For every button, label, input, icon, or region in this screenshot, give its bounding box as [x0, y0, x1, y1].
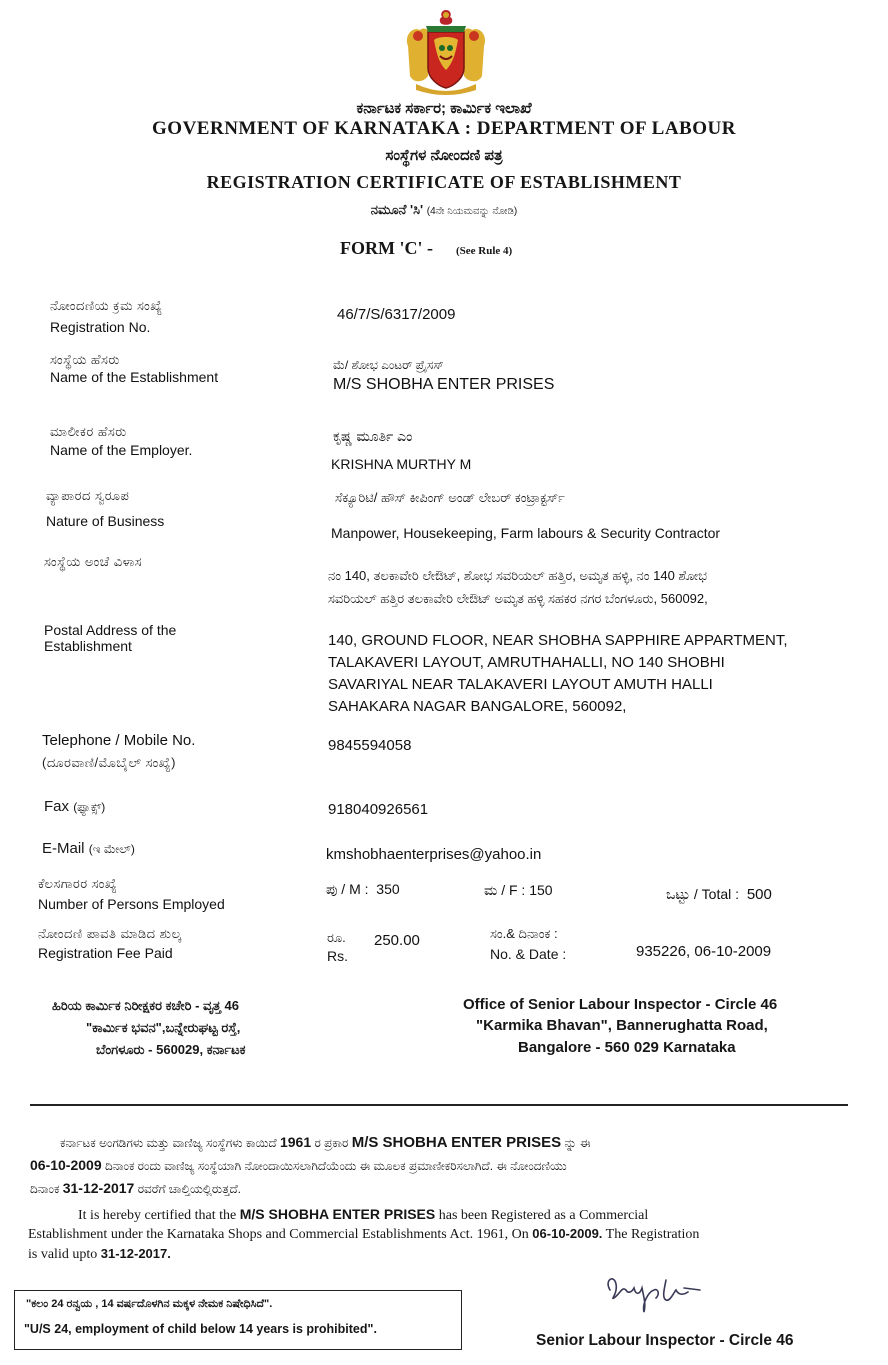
divider: [30, 1104, 848, 1106]
fax-value: 918040926561: [328, 801, 429, 818]
office-line-3: Bangalore - 560 029 Karnataka: [518, 1039, 736, 1056]
reg-no-value: 46/7/S/6317/2009: [337, 306, 456, 323]
certificate-title: REGISTRATION CERTIFICATE OF ESTABLISHMENT: [206, 172, 682, 192]
persons-label: Number of Persons Employed: [38, 896, 225, 912]
signature-icon: [596, 1268, 716, 1324]
address-value-line-1: 140, GROUND FLOOR, NEAR SHOBHA SAPPHIRE APPARTMENT,: [328, 632, 788, 649]
certification-kannada-line-3: ದಿನಾಂಕ 31-12-2017 ರವರೆಗೆ ಚಾಲ್ತಿಯಲ್ಲಿರುತ್ತದೆ.: [30, 1180, 242, 1196]
fee-currency-kannada: ರೂ.: [327, 930, 346, 945]
persons-label-kannada: ಕೆಲಸಗಾರರ ಸಂಖ್ಯೆ: [38, 876, 118, 891]
office-kannada-line-3: ಬೆಂಗಳೂರು - 560029, ಕರ್ನಾಟಕ: [96, 1042, 246, 1057]
address-value-line-2: TALAKAVERI LAYOUT, AMRUTHAHALLI, NO 140 SHOBHI: [328, 654, 725, 671]
certification-line-3: is valid upto 31-12-2017.: [28, 1246, 171, 1262]
form-rule: (See Rule 4): [456, 245, 513, 257]
signatory-title: Senior Labour Inspector - Circle 46: [536, 1332, 794, 1349]
certification-line-2: Establishment under the Karnataka Shops and Commercial Establishments Act. 1961, On 06-10-2009. The Registration: [28, 1226, 700, 1242]
office-kannada-line-2: "ಕಾರ್ಮಿಕ ಭವನ",ಬನ್ನೇರುಘಟ್ಟ ರಸ್ತೆ,: [86, 1020, 241, 1035]
fee-label: Registration Fee Paid: [38, 945, 173, 961]
establishment-label: Name of the Establishment: [50, 369, 219, 385]
address-value-kannada-line-2: ಸವರಿಯಲ್ ಹತ್ತಿರ ತಲಕಾವೇರಿ ಲೇಔಟ್ ಅಮೃತ ಹಳ್ಳಿ ಸಹಕರ ನಗರ ಬೆಂಗಳೂರು, 560092,: [328, 591, 708, 606]
establishment-label-kannada: ಸಂಸ್ಥೆಯ ಹೆಸರು: [50, 352, 120, 367]
employer-value-kannada: ಕೃಷ್ಣ ಮೂರ್ತಿ ಎಂ: [333, 428, 413, 444]
no-date-label-kannada: ಸಂ.& ದಿನಾಂಕ :: [490, 926, 558, 941]
establishment-value: M/S SHOBHA ENTER PRISES: [333, 376, 555, 393]
fee-currency: Rs.: [327, 948, 348, 964]
certification-kannada-line-1: ಕರ್ನಾಟಕ ಅಂಗಡಿಗಳು ಮತ್ತು ವಾಣಿಜ್ಯ ಸಂಸ್ಥೆಗಳು ಕಾಯಿದೆ 1961 ರ ಪ್ರಕಾರ M/S SHOBHA ENTER PRISES ನ್ನು ಈ: [60, 1134, 591, 1151]
male-count: ಪು / M : 350: [326, 881, 400, 897]
employer-value: KRISHNA MURTHY M: [331, 456, 472, 472]
certification-line-1: It is hereby certified that the M/S SHOBHA ENTER PRISES has been Registered as a Commercial: [78, 1206, 649, 1223]
business-label: Nature of Business: [46, 513, 165, 529]
phone-label: Telephone / Mobile No.: [42, 732, 196, 749]
address-value-line-4: SAHAKARA NAGAR BANGALORE, 560092,: [328, 698, 627, 715]
address-label-kannada: ಸಂಸ್ಥೆಯ ಅಂಚೆ ವಿಳಾಸ: [44, 554, 143, 569]
child-labour-notice: "U/S 24, employment of child below 14 years is prohibited".: [24, 1322, 377, 1336]
karnataka-emblem-icon: [398, 6, 494, 98]
department-title-kannada: ಕರ್ನಾಟಕ ಸರ್ಕಾರ; ಕಾರ್ಮಿಕ ಇಲಾಖೆ: [356, 100, 532, 117]
child-labour-notice-kannada: "ಕಲಂ 24 ರನ್ವಯ , 14 ವರ್ಷದೊಳಗಿನ ಮಕ್ಕಳ ನೇಮಕ ನಿಷೇಧಿಸಿದೆ".: [26, 1298, 273, 1310]
reg-no-label-kannada: ನೋಂದಣಿಯ ಕ್ರಮ ಸಂಖ್ಯೆ: [50, 298, 163, 313]
phone-value: 9845594058: [328, 737, 412, 754]
no-date-label: No. & Date :: [490, 946, 567, 962]
address-label-line-1: Postal Address of the: [44, 622, 177, 638]
address-value-kannada-line-1: ನಂ 140, ತಲಕಾವೇರಿ ಲೇಔಟ್, ಶೋಭ ಸವರಿಯಲ್ ಹತ್ತಿರ, ಅಮೃತ ಹಳ್ಳಿ, ನಂ 140 ಶೋಭ: [328, 568, 707, 583]
office-kannada-line-1: ಹಿರಿಯ ಕಾರ್ಮಿಕ ನಿರೀಕ್ಷಕರ ಕಚೇರಿ - ವೃತ್ತ 46: [52, 998, 239, 1013]
email-value: kmshobhaenterprises@yahoo.in: [326, 846, 542, 863]
total-count: ಒಟ್ಟು / Total : 500: [666, 886, 772, 903]
certificate-title-kannada: ಸಂಸ್ಥೆಗಳ ನೋಂದಣಿ ಪತ್ರ: [385, 147, 503, 164]
office-line-2: "Karmika Bhavan", Bannerughatta Road,: [476, 1017, 768, 1034]
no-date-value: 935226, 06-10-2009: [636, 943, 772, 960]
address-label-line-2: Establishment: [44, 638, 132, 654]
establishment-value-kannada: ಮೆ/ ಶೋಭ ಎಂಟರ್ ಪ್ರೈಸಸ್: [333, 358, 444, 372]
fax-label: Fax (ಫ್ಯಾಕ್ಸ್): [44, 798, 106, 815]
business-label-kannada: ವ್ಯಾಪಾರದ ಸ್ವರೂಪ: [46, 488, 130, 503]
certification-kannada-line-2: 06-10-2009 ದಿನಾಂಕ ರಂದು ವಾಣಿಜ್ಯ ಸಂಸ್ಥೆಯಾಗಿ ನೋಂದಾಯಿಸಲಾಗಿದೆಯೆಂದು ಈ ಮೂಲಕ ಪ್ರಮಾಣೀಕರಿಸಲಾಗಿದೆ. ಈ ನೋಂದಣಿಯು: [30, 1157, 567, 1173]
reg-no-label: Registration No.: [50, 319, 151, 335]
employer-label-kannada: ಮಾಲೀಕರ ಹೆಸರು: [50, 424, 127, 439]
department-title: GOVERNMENT OF KARNATAKA : DEPARTMENT OF LABOUR: [152, 118, 736, 139]
business-value-kannada: ಸೆಕ್ಯೂರಿಟಿ/ ಹೌಸ್ ಕೀಪಿಂಗ್ ಅಂಡ್ ಲೇಬರ್ ಕಂಟ್ರಾಕ್ಟರ್ಸ್: [335, 490, 565, 505]
office-line-1: Office of Senior Labour Inspector - Circle 46: [463, 996, 778, 1013]
fee-label-kannada: ನೋಂದಣಿ ಪಾವತಿ ಮಾಡಿದ ಶುಲ್ಕ: [38, 926, 182, 941]
address-value-line-3: SAVARIYAL NEAR TALAKAVERI LAYOUT AMUTH HALLI: [328, 676, 713, 693]
phone-label-kannada: (ದೂರವಾಣಿ/ಮೊಬೈಲ್ ಸಂಖ್ಯೆ): [42, 755, 176, 770]
form-label-kannada: ನಮೂನೆ 'ಸಿ' (4ನೇ ನಿಯಮವನ್ನು ನೋಡಿ): [370, 202, 518, 217]
female-count: ಮ / F : 150: [484, 882, 553, 898]
email-label: E-Mail (ಇ ಮೇಲ್): [42, 840, 135, 857]
form-label: FORM 'C' -: [340, 238, 433, 258]
employer-label: Name of the Employer.: [50, 442, 193, 458]
fee-amount: 250.00: [374, 932, 420, 949]
business-value: Manpower, Housekeeping, Farm labours & Security Contractor: [331, 525, 721, 541]
